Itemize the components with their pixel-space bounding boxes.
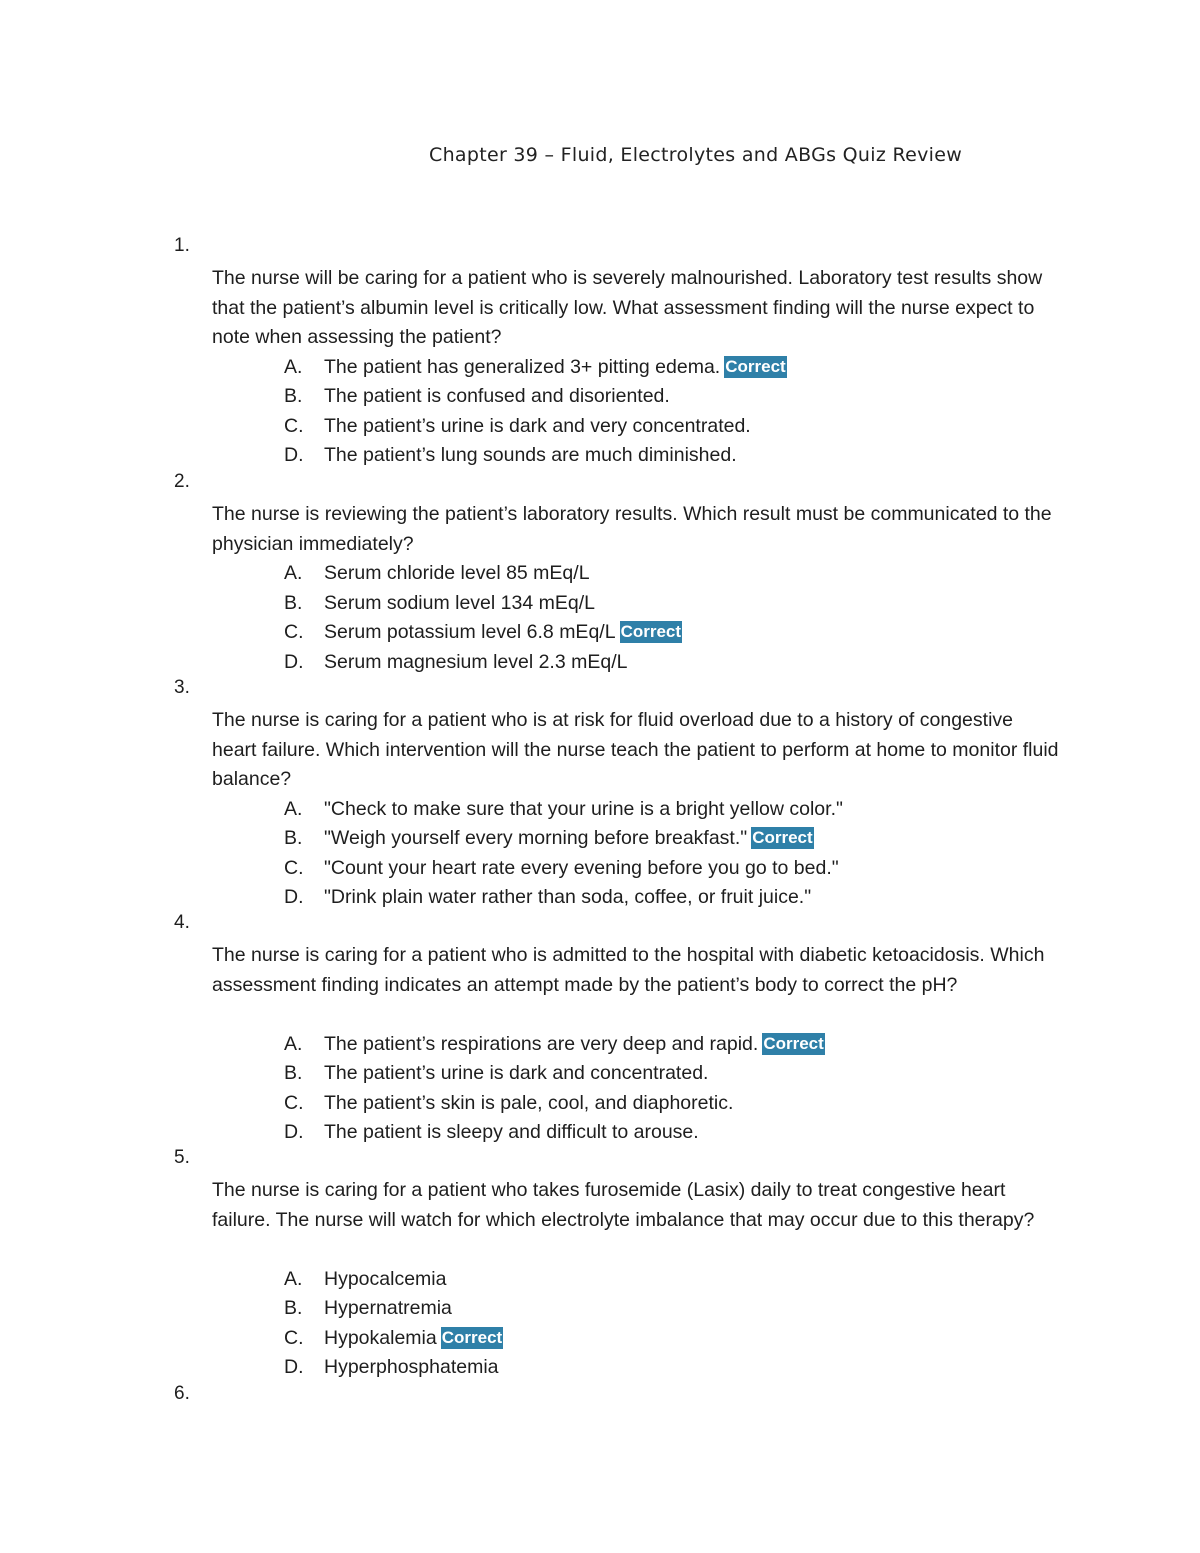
- question-number: 4.: [174, 912, 190, 933]
- option-letter: D.: [284, 650, 304, 673]
- option-text: Hypokalemia: [324, 1326, 437, 1349]
- option-text: The patient is confused and disoriented.: [324, 385, 670, 407]
- option-letter: A.: [284, 1267, 303, 1290]
- question-text: The nurse is caring for a patient who takes furosemide (Lasix) daily to treat congestive heart failure. The nurse will watch for which electrolyte imbalance that may occur due to this therapy?: [212, 1179, 1035, 1231]
- option-text: Serum potassium level 6.8 mEq/L: [324, 621, 616, 643]
- answer-option: [284, 618, 682, 648]
- page-title: Chapter 39 – Fluid, Electrolytes and ABGs Quiz Review: [429, 144, 963, 166]
- answer-option: [284, 1118, 825, 1148]
- answer-option: [284, 441, 787, 471]
- option-text: The patient is sleepy and difficult to arouse.: [324, 1121, 699, 1143]
- correct-badge: Correct: [441, 1327, 503, 1347]
- option-text: The patient’s skin is pale, cool, and diaphoretic.: [324, 1091, 734, 1114]
- answer-options: [284, 1030, 825, 1148]
- question-text: The nurse will be caring for a patient who is severely malnourished. Laboratory test results show that the patient’s albumin level is critically low. What assessment finding will the nurse expect to note when assessing the patient?: [212, 267, 1043, 348]
- option-letter: B.: [284, 827, 303, 849]
- answer-option: [284, 1089, 825, 1119]
- option-letter: C.: [284, 621, 304, 643]
- answer-option: [284, 648, 682, 678]
- option-text: The patient’s urine is dark and concentrated.: [324, 1062, 709, 1084]
- answer-option: [284, 1294, 503, 1324]
- option-letter: B.: [284, 385, 303, 407]
- answer-option: [284, 589, 682, 619]
- answer-option: [284, 1265, 503, 1295]
- answer-option: [284, 883, 843, 913]
- option-letter: A.: [284, 1032, 303, 1055]
- option-letter: A.: [284, 797, 303, 820]
- option-letter: B.: [284, 591, 303, 614]
- answer-option: [284, 559, 682, 589]
- option-letter: B.: [284, 1062, 303, 1084]
- option-letter: D.: [284, 1356, 304, 1378]
- option-letter: D.: [284, 886, 304, 908]
- option-text: The patient has generalized 3+ pitting edema.: [324, 355, 721, 378]
- answer-option: [284, 353, 787, 383]
- option-letter: C.: [284, 856, 304, 879]
- option-letter: C.: [284, 414, 304, 437]
- correct-badge: Correct: [752, 828, 813, 847]
- question-text: The nurse is caring for a patient who is at risk for fluid overload due to a history of congestive heart failure. Which intervention will the nurse teach the patient to perform at home to monitor fluid balance?: [212, 709, 1059, 790]
- question-number: 5.: [174, 1147, 190, 1168]
- option-text: Hyperphosphatemia: [324, 1356, 499, 1378]
- option-text: The patient’s urine is dark and very concentrated.: [324, 414, 751, 437]
- option-text: Serum chloride level 85 mEq/L: [324, 562, 590, 584]
- question-number: 2.: [174, 471, 190, 492]
- option-letter: B.: [284, 1297, 303, 1319]
- option-text: The patient’s respirations are very deep and rapid.: [324, 1032, 759, 1055]
- option-letter: D.: [284, 444, 304, 466]
- option-text: Serum sodium level 134 mEq/L: [324, 591, 595, 614]
- option-letter: A.: [284, 355, 303, 378]
- option-text: "Count your heart rate every evening before you go to bed.": [324, 856, 839, 879]
- option-letter: C.: [284, 1091, 304, 1114]
- question-text: The nurse is reviewing the patient’s laboratory results. Which result must be communicated to the physician immediately?: [212, 503, 1052, 555]
- question-number: 1.: [174, 235, 190, 256]
- answer-option: [284, 795, 843, 825]
- answer-options: [284, 1265, 503, 1383]
- question-text: The nurse is caring for a patient who is admitted to the hospital with diabetic ketoacidosis. Which assessment finding indicates an attempt made by the patient’s body to correct the pH?: [212, 944, 1045, 996]
- option-letter: C.: [284, 1326, 304, 1349]
- question-number: 3.: [174, 677, 190, 698]
- answer-option: [284, 824, 843, 854]
- correct-badge: Correct: [725, 356, 786, 376]
- option-text: "Weigh yourself every morning before breakfast.": [324, 827, 748, 849]
- answer-option: [284, 1353, 503, 1383]
- option-text: The patient’s lung sounds are much diminished.: [324, 444, 737, 466]
- question-number: 6.: [174, 1383, 190, 1404]
- option-letter: A.: [284, 562, 303, 584]
- option-text: "Drink plain water rather than soda, coffee, or fruit juice.": [324, 886, 812, 908]
- option-text: Hypocalcemia: [324, 1267, 447, 1290]
- answer-option: [284, 1059, 825, 1089]
- answer-option: [284, 854, 843, 884]
- correct-badge: Correct: [763, 1033, 824, 1053]
- option-text: "Check to make sure that your urine is a bright yellow color.": [324, 797, 843, 820]
- answer-option: [284, 1324, 503, 1354]
- answer-options: [284, 795, 843, 913]
- answer-option: [284, 382, 787, 412]
- answer-option: [284, 1030, 825, 1060]
- option-letter: D.: [284, 1121, 304, 1143]
- answer-options: [284, 353, 787, 471]
- answer-option: [284, 412, 787, 442]
- correct-badge: Correct: [620, 622, 682, 641]
- option-text: Hypernatremia: [324, 1297, 452, 1319]
- answer-options: [284, 559, 682, 677]
- option-text: Serum magnesium level 2.3 mEq/L: [324, 650, 628, 673]
